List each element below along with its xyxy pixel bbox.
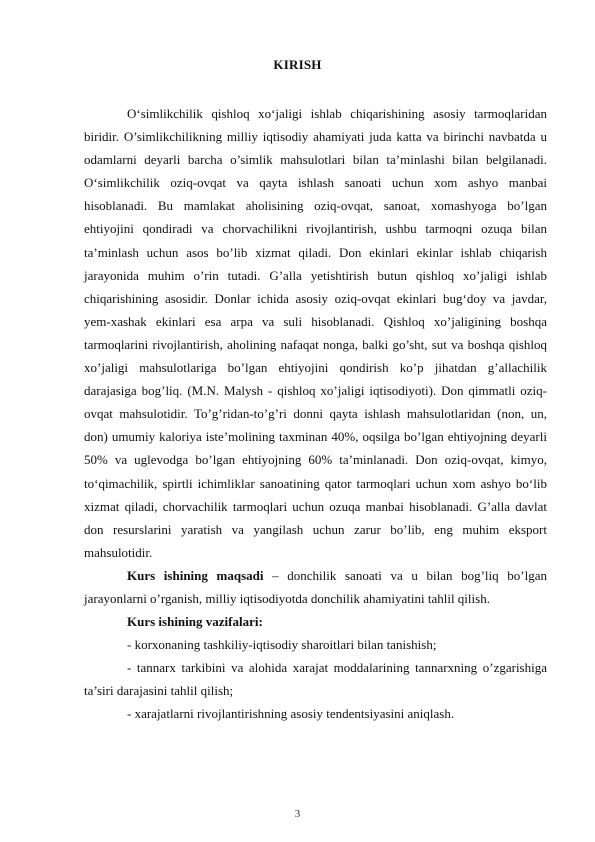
tasks-heading: Kurs ishining vazifalari: xyxy=(127,614,263,630)
task-item-3: - xarajatlarni rivojlantirishning asosiy tendentsiyasini aniqlash. xyxy=(127,706,455,722)
goal-paragraph xyxy=(84,564,547,610)
tasks-heading-paragraph xyxy=(84,610,547,633)
task-item-2: - tannarx tarkibini va alohida xarajat moddalarining tannarxning o’zgarishiga ta’siri darajasini tahlil qilish; xyxy=(84,660,547,699)
document-body xyxy=(84,102,547,726)
task-item-1: - korxonaning tashkiliy-iqtisodiy sharoitlari bilan tanishish; xyxy=(127,637,437,653)
page-title: KIRISH xyxy=(273,57,322,72)
goal-label: Kurs ishining maqsadi xyxy=(127,567,264,583)
page-number: 3 xyxy=(294,808,301,820)
intro-paragraph: O‘simlikchilik qishloq xo‘jaligi ishlab chiqarishining asosiy tarmoqlaridan biridir. O’simlikchilikning milliy iqtisodiy ahamiyati juda katta va birinchi navbatda u odamlarni deyarli barcha o’simlik mahsulotlari bilan ta’minlashi bilan belgilanadi. O‘simlikchilik oziq-ovqat va qayta ishlash sanoati uchun xom ashyo manbai hisoblanadi. Bu mamlakat aholisining oziq-ovqat, sanoat, xomashyoga bo’lgan ehtiyojini qondiradi va chorvachilikni rivojlantirish, ushbu tarmoqni ozuqa bilan ta’minlash uchun asos bo’lib xizmat qiladi. Don ekinlari ekinlar ishlab chiqarish jarayonida muhim o’rin tutadi. G’alla yetishtirish butun qishloq xo’jaligi ishlab chiqarishining asosidir. Donlar ichida asosiy oziq-ovqat ekinlari bug‘doy va javdar, yem-xashak ekinlari esa arpa va suli hisoblanadi. Qishloq xo’jaligining boshqa tarmoqlarini rivojlantirish, aholining nafaqat nonga, balki go’sht, sut va boshqa qishloq xo’jaligi mahsulotlariga bo’lgan ehtiyojini qondirish ko’p jihatdan g’allachilik darajasiga bog’liq. (M.N. Malysh - qishloq xo’jaligi iqtisodiyoti). Don qimmatli oziq-ovqat mahsulotidir. To’g’ridan-to’g’ri donni qayta ishlash mahsulotlaridan (non, un, don) umumiy kaloriya iste’molining taxminan 40%, oqsilga bo’lgan ehtiyojning deyarli 50% va uglevodga bo’lgan ehtiyojning 60% ta’minlanadi. Don oziq-ovqat, kimyo, to‘qimachilik, spirtli ichimliklar sanoatining qator tarmoqlari uchun xom ashyo bo‘lib xizmat qiladi, chorvachilik tarmoqlari uchun ozuqa manbai hisoblanadi. G’alla davlat don resurslarini yaratish va yangilash uchun zarur bo’lib, eng muhim eksport mahsulotidir. xyxy=(84,106,547,560)
goal-text: – donchilik sanoati va u bilan bog’liq bo’lgan jarayonlarni o’rganish, milliy iqtisodiyotda donchilik ahamiyatini tahlil qilish. xyxy=(84,567,547,606)
